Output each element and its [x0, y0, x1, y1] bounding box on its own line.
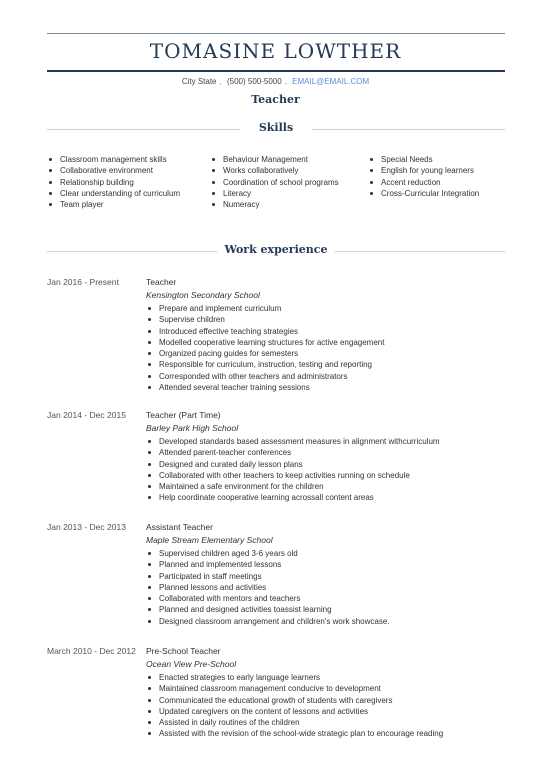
job-bullet: Assisted in daily routines of the children — [146, 717, 443, 728]
skill-item: English for young learners — [368, 165, 479, 176]
contact-line — [0, 77, 551, 86]
top-divider — [47, 33, 505, 34]
contact-email[interactable]: EMAIL@EMAIL.COM — [292, 77, 370, 86]
skill-item: Clear understanding of curriculum — [47, 188, 180, 199]
job-bullets — [146, 672, 443, 740]
contact-separator: , — [284, 77, 287, 86]
job-bullet: Communicated the educational growth of students with caregivers — [146, 695, 443, 706]
job-bullet: Corresponded with other teachers and administrators — [146, 371, 384, 382]
skill-item: Classroom management skills — [47, 154, 180, 165]
job-bullets — [146, 548, 390, 627]
job-company: Maple Stream Elementary School — [146, 535, 273, 545]
job-bullet: Organized pacing guides for semesters — [146, 348, 384, 359]
job-title: Teacher — [146, 277, 177, 287]
skill-item: Accent reduction — [368, 177, 479, 188]
skill-item: Cross-Curricular Integration — [368, 188, 479, 199]
skill-item: Special Needs — [368, 154, 479, 165]
job-company: Kensington Secondary School — [146, 290, 260, 300]
job-bullet: Attended several teacher training sessions — [146, 382, 384, 393]
job-bullets — [146, 303, 384, 393]
job-bullet: Maintained classroom management conducive to development — [146, 683, 443, 694]
job-dates: March 2010 - Dec 2012 — [47, 646, 136, 656]
job-bullet: Supervised children aged 3-6 years old — [146, 548, 390, 559]
job-bullet: Modelled cooperative learning structures for active engagement — [146, 337, 384, 348]
job-bullets — [146, 436, 440, 504]
skills-title: Skills — [258, 121, 294, 134]
job-bullet: Designed classroom arrangement and children's work showcase. — [146, 616, 390, 627]
skills-column-2 — [210, 154, 339, 210]
skill-item: Coordination of school programs — [210, 177, 339, 188]
job-bullet: Help coordinate cooperative learning acrossall content areas — [146, 492, 440, 503]
job-title: Teacher (Part Time) — [146, 410, 221, 420]
job-bullet: Responsible for curriculum, instruction, testing and reporting — [146, 359, 384, 370]
job-bullet: Enacted strategies to early language learners — [146, 672, 443, 683]
job-bullet: Collaborated with other teachers to keep activities running on schedule — [146, 470, 440, 481]
work-heading — [47, 243, 505, 259]
job-bullet: Supervise children — [146, 314, 384, 325]
job-title: Assistant Teacher — [146, 522, 213, 532]
heading-rule-right — [312, 129, 505, 130]
skill-item: Team player — [47, 199, 180, 210]
skill-item: Works collaboratively — [210, 165, 339, 176]
job-company: Ocean View Pre-School — [146, 659, 237, 669]
skills-column-1 — [47, 154, 180, 210]
job-bullet: Introduced effective teaching strategies — [146, 326, 384, 337]
contact-city: City State — [181, 77, 217, 86]
skills-heading — [47, 121, 505, 137]
job-bullet: Designed and curated daily lesson plans — [146, 459, 440, 470]
job-bullet: Developed standards based assessment measures in alignment withcurriculum — [146, 436, 440, 447]
job-bullet: Updated caregivers on the content of lessons and activities — [146, 706, 443, 717]
job-dates: Jan 2016 - Present — [47, 277, 119, 287]
job-bullet: Planned lessons and activities — [146, 582, 390, 593]
skill-item: Collaborative environment — [47, 165, 180, 176]
name-divider — [47, 70, 505, 72]
skill-item: Relationship building — [47, 177, 180, 188]
skills-column-3 — [368, 154, 479, 199]
job-bullet: Prepare and implement curriculum — [146, 303, 384, 314]
job-dates: Jan 2014 - Dec 2015 — [47, 410, 126, 420]
heading-rule-right — [335, 251, 505, 252]
work-title: Work experience — [224, 243, 328, 256]
job-bullet: Planned and implemented lessons — [146, 559, 390, 570]
skill-item: Numeracy — [210, 199, 339, 210]
contact-separator: , — [219, 77, 222, 86]
job-bullet: Planned and designed activities toassist learning — [146, 604, 390, 615]
job-title: Pre-School Teacher — [146, 646, 221, 656]
job-bullet: Attended parent-teacher conferences — [146, 447, 440, 458]
job-company: Barley Park High School — [146, 423, 239, 433]
skill-item: Behaviour Management — [210, 154, 339, 165]
job-bullet: Maintained a safe environment for the children — [146, 481, 440, 492]
job-headline: Teacher — [251, 93, 300, 106]
job-bullet: Participated in staff meetings — [146, 571, 390, 582]
skill-item: Literacy — [210, 188, 339, 199]
job-bullet: Assisted with the revision of the school-wide strategic plan to encourage reading — [146, 728, 443, 739]
job-dates: Jan 2013 - Dec 2013 — [47, 522, 126, 532]
contact-phone: (500) 500-5000 — [226, 77, 282, 86]
job-bullet: Collaborated with mentors and teachers — [146, 593, 390, 604]
candidate-name: TOMASINE LOWTHER — [149, 39, 402, 63]
